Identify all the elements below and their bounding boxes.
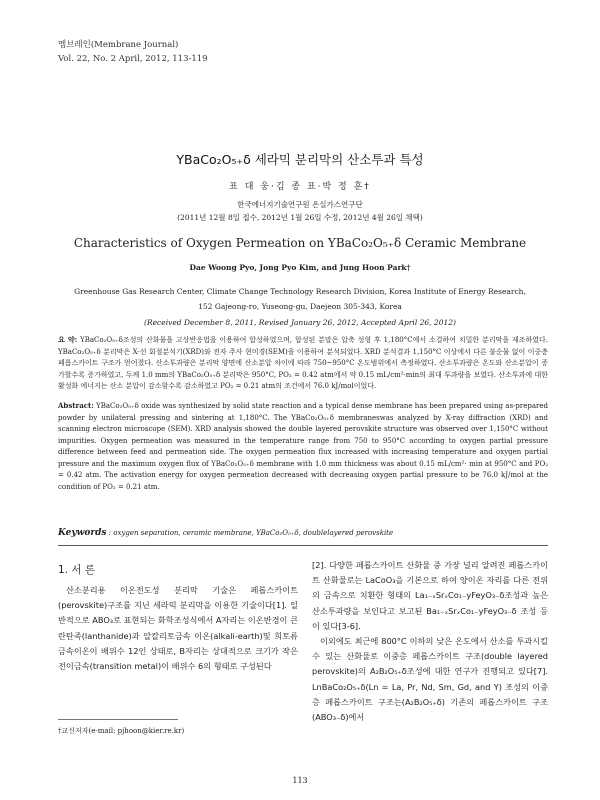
footnote: †교신저자(e-mail: pjhoon@kier.re.kr): [58, 727, 185, 735]
english-abstract-text: YBaCo₂O₅₊δ oxide was synthesized by solid state reaction and a typical dense membrane has been prepared using as-prepared powder by unilateral pressing and sintering at 1,180°C. The YBaCo₂O₅₊δ membraneswas analyzed by X-ray diffraction (XRD) and scanning electron microscope (SEM). XRD analysis showed the double layered perovskite structure was observed over 1,150°C without impurities. Oxygen permeation was measured in the temperature range from 750 to 950°C according to oxygen partial pressure difference between feed and permeation side. The oxygen permeation flux increased with increasing temperature and oxygen partial pressure and the maximum oxygen flux of YBaCo₂O₅₊δ membrane with 1.0 mm thickness was about 0.15 mL/cm²· min at 950°C and PO₂ = 0.42 atm. The activation energy for oxygen permeation decreased with decreasing oxygen partial pressure to be 76.0 kJ/mol at the condition of PO₂ = 0.21 atm.: [58, 402, 548, 491]
left-column-paragraph: 산소분리용 이온전도성 분리막 기술은 페롭스카이트(perovskite)구조를 지닌 세라믹 분리막을 이용한 기술이다[1]. 일반적으로 ABO₃로 표현되는 화학조성식에서 A자리는 이온반경이 큰 란탄족(lanthanide)과 알칼리토금속 이온(alkali-earth)및 희토류 금속이온이 배위수 12인 상태로, B자리는 상대적으로 크기가 작은 전이금속(transition metal)이 배위수 6의 형태로 구성된다: [58, 585, 298, 672]
korean-abstract-text: YBaCo₂O₅₊δ조성의 산화물을 고상반응법을 이용하여 합성하였으며, 합성된 분말은 압축 성형 후 1,180°C에서 소결하여 치밀한 분리막을 제조하였다. YBaCo₂O₅₊δ 분리막은 X-선 회절분석기(XRD)와 전자 주사 현미경(SEM)을 이용하여 분석되었다. XRD 분석결과 1,150°C 이상에서 다른 불순물 없이 이중층 페롭스카이트 구조가 얻어졌다. 산소투과량은 분리막 양면에 산소분압 차이에 따라 750~950°C 온도범위에서 측정하였다. 산소투과량은 온도와 산소분압이 증가할수록 증가하였고, 두께 1.0 mm의 YBaCo₂O₅₊δ 분리막은 950°C, PO₂ = 0.42 atm에서 약 0.15 mL/cm²·min의 최대 투과량을 보였다. 산소투과에 대한 활성화 에너지는 산소 분압이 감소함수록 감소하였고 PO₂ = 0.21 atm의 조건에서 76.0 kJ/mol이었다.: [58, 336, 549, 390]
english-dates: (Received December 8, 2011, Revised January 26, 2012, Accepted April 26, 2012): [144, 318, 456, 327]
korean-authors: 표 대 웅·김 종 표·박 정 훈†: [229, 182, 371, 192]
korean-affiliation-block: [0, 198, 600, 224]
keywords-label: Keywords: [58, 528, 107, 538]
english-abstract: [58, 400, 548, 493]
english-abstract-label: Abstract:: [58, 401, 94, 410]
journal-name: 멤브레인(Membrane Journal): [58, 40, 179, 50]
section-divider: [58, 545, 548, 546]
footnote-rule: [58, 719, 178, 720]
english-affiliation-line1: Greenhouse Gas Research Center, Climate Change Technology Research Division, Korea Institute of Energy Research,: [74, 287, 526, 296]
section-heading: 1. 서 론: [58, 564, 95, 576]
korean-abstract: [58, 334, 548, 393]
keywords-text: : oxygen separation, ceramic membrane, YBaCo₂O₅₊δ, doublelayered perovskite: [108, 529, 394, 537]
korean-dates: (2011년 12월 8일 접수, 2012년 1월 26일 수정, 2012년 4월 26일 채택): [177, 213, 423, 222]
left-column: [58, 583, 298, 674]
korean-abstract-label: 요 약:: [58, 335, 78, 344]
korean-title: YBaCo₂O₅₊δ 세라믹 분리막의 산소투과 특성: [176, 152, 424, 167]
english-affiliation-line2: 152 Gajeong-ro, Yuseong-gu, Daejeon 305-343, Korea: [198, 302, 402, 311]
journal-header: [58, 38, 208, 66]
right-column: [312, 558, 548, 725]
english-affiliation-block: [40, 284, 560, 314]
page-number: 113: [292, 776, 308, 785]
keywords: [58, 528, 548, 538]
right-column-paragraph-2: 이외에도 최근에 800°C 이하의 낮은 온도에서 산소를 투과시킬 수 있는 산화물로 이중층 페롭스카이트 구조(double layered perovskite)의 A₂B₂O₅₊δ조성에 대한 연구가 진행되고 있다[7]. LnBaCo₂O₅₊δ(Ln = La, Pr, Nd, Sm, Gd, and Y) 조성의 이중층 페롭스카이트 구조는(A₂B₂O₅₊δ) 기존의 페롭스카이트 구조(ABO₃₋δ)에서: [312, 636, 548, 723]
english-title: Characteristics of Oxygen Permeation on YBaCo₂O₅₊δ Ceramic Membrane: [73, 236, 527, 250]
journal-issue: Vol. 22, No. 2 April, 2012, 113-119: [58, 54, 208, 64]
english-authors: Dae Woong Pyo, Jong Pyo Kim, and Jung Hoon Park†: [189, 263, 411, 272]
right-column-paragraph-1: [2]. 다양한 페롭스카이트 산화물 중 가장 널리 알려진 페롭스카이트 산화물로는 LaCoO₃을 기본으로 하여 양이온 자리를 다른 전위의 금속으로 치환한 형태의 La₁₋ₓSrₓCo₁₋yFeyO₃₋δ조성과 높은 산소투과량을 보인다고 보고된 Ba₁₋ₓSrₓCo₁₋yFeyO₃₋δ 조성 등이 있다[3-6].: [312, 560, 548, 631]
korean-affiliation: 한국에너지기술연구원 온실가스연구단: [237, 200, 363, 209]
